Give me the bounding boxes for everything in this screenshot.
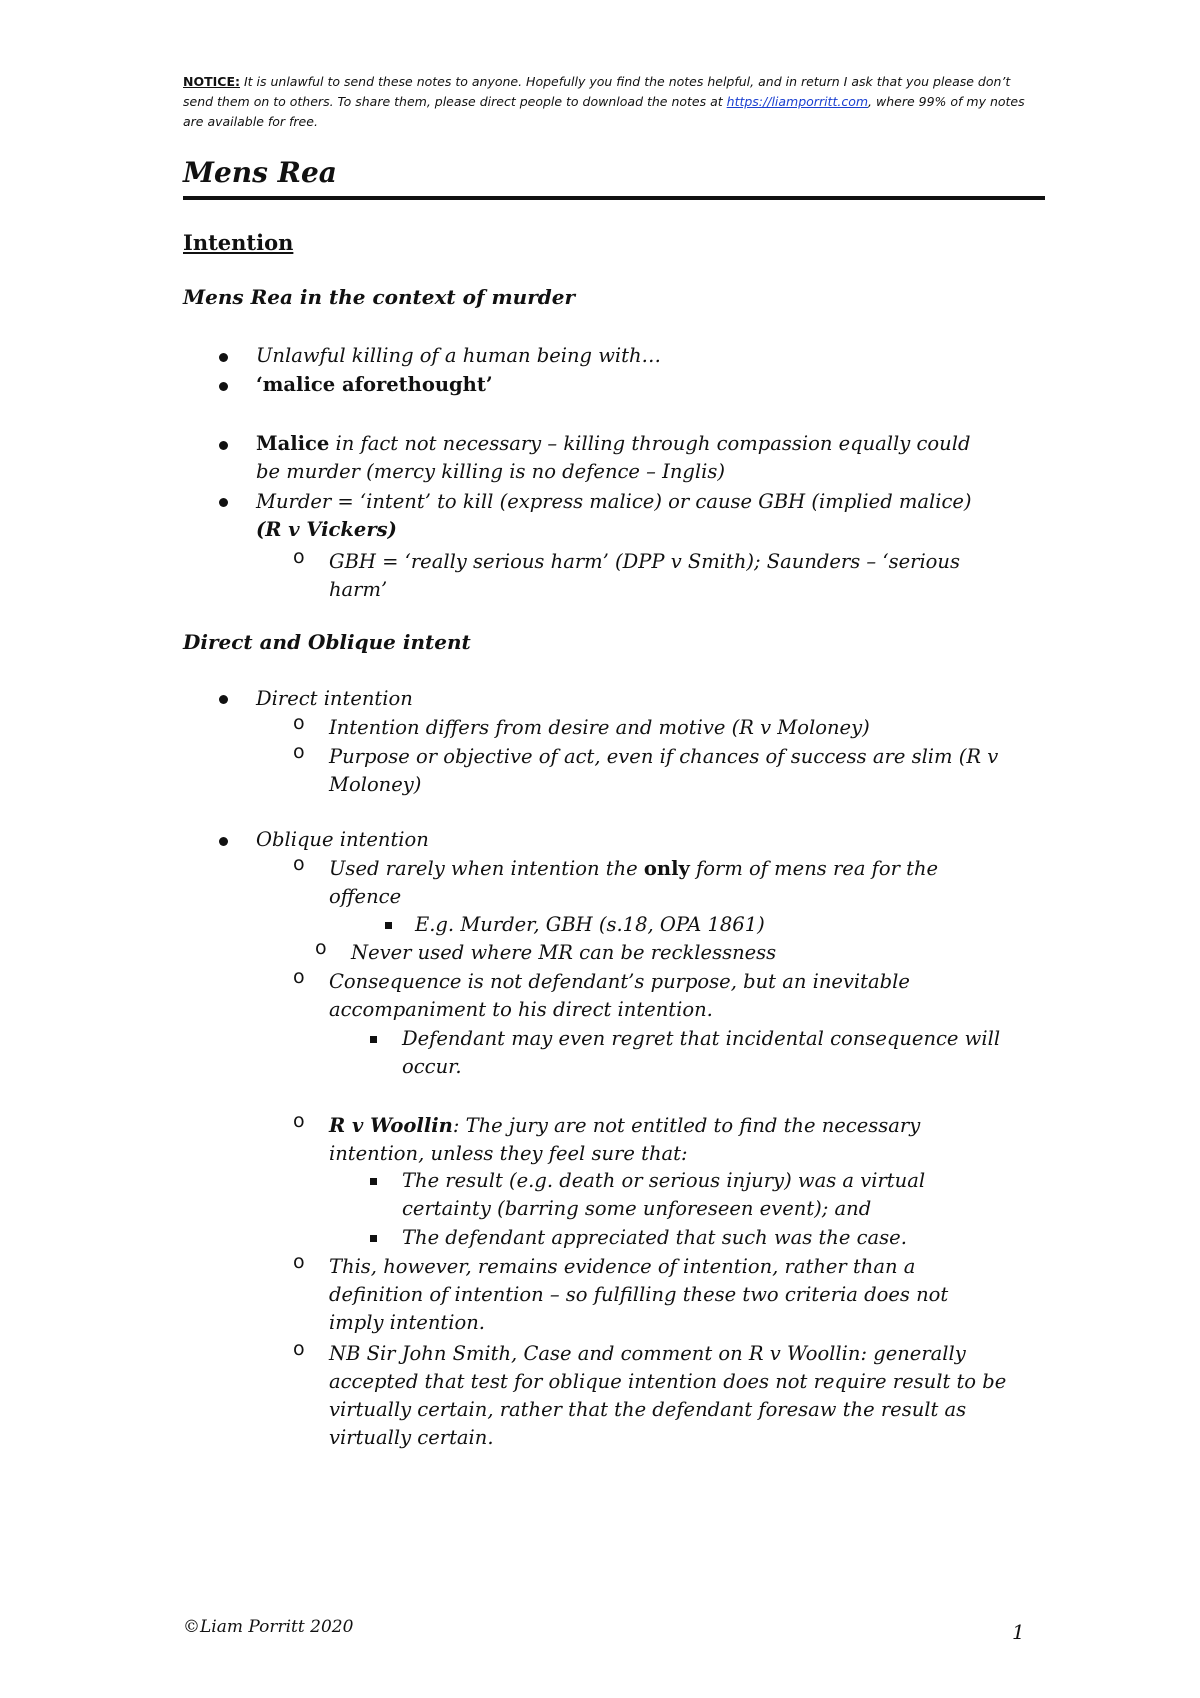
sub-list-item-continued: virtually certain, rather that the defendant foresaw the result as <box>329 1398 967 1421</box>
square-bullet-icon <box>370 1235 377 1242</box>
section-heading: Intention <box>183 230 294 255</box>
sub-list-item: GBH = ‘really serious harm’ (DPP v Smith); Saunders – ‘serious <box>329 550 960 573</box>
subheading-direct-oblique: Direct and Oblique intent <box>183 630 471 654</box>
notice-text <box>183 72 1043 132</box>
circle-bullet-icon: o <box>293 966 305 988</box>
sub-sub-list-item: Defendant may even regret that incidental consequence will <box>402 1027 1001 1050</box>
bullet-icon <box>219 837 228 846</box>
sub-sub-list-item: E.g. Murder, GBH (s.18, OPA 1861) <box>415 913 765 936</box>
sub-list-item: Never used where MR can be recklessness <box>351 941 777 964</box>
circle-bullet-icon: o <box>315 937 327 959</box>
sub-list-item: Consequence is not defendant’s purpose, but an inevitable <box>329 970 910 993</box>
circle-bullet-icon: o <box>293 1338 305 1360</box>
list-item-continued: (R v Vickers) <box>256 518 397 541</box>
sub-list-item-continued: accepted that test for oblique intention does not require result to be <box>329 1370 1007 1393</box>
sub-list-item-text: form of mens rea for the <box>689 857 939 880</box>
page-title: Mens Rea <box>183 156 337 189</box>
sub-list-item-continued: offence <box>329 885 402 908</box>
sub-list-item-continued: intention, unless they feel sure that: <box>329 1142 688 1165</box>
sub-list-item-text: Used rarely when intention the <box>329 857 644 880</box>
sub-list-item <box>329 855 938 883</box>
case-name: R v Woollin <box>329 1114 453 1137</box>
title-rule <box>183 196 1045 200</box>
sub-list-item <box>329 1112 920 1140</box>
bold-term: Malice <box>256 432 330 455</box>
bullet-icon <box>219 382 228 391</box>
list-item: Oblique intention <box>256 828 429 851</box>
square-bullet-icon <box>370 1036 377 1043</box>
circle-bullet-icon: o <box>293 546 305 568</box>
sub-list-item-continued: virtually certain. <box>329 1426 494 1449</box>
sub-list-item-continued: harm’ <box>329 578 388 601</box>
list-item: Murder = ‘intent’ to kill (express malice) or cause GBH (implied malice) <box>256 490 972 513</box>
sub-list-item-continued: Moloney) <box>329 773 422 796</box>
sub-list-item-text: : The jury are not entitled to find the necessary <box>452 1114 921 1137</box>
circle-bullet-icon: o <box>293 1251 305 1273</box>
circle-bullet-icon: o <box>293 741 305 763</box>
sub-list-item-continued: accompaniment to his direct intention. <box>329 998 713 1021</box>
sub-list-item: This, however, remains evidence of intention, rather than a <box>329 1255 916 1278</box>
list-item <box>256 430 970 458</box>
square-bullet-icon <box>370 1178 377 1185</box>
bullet-icon <box>219 498 228 507</box>
bullet-icon <box>219 695 228 704</box>
notice-body: It is unlawful to send these notes to anyone. Hopefully you find the notes helpful, and in return I ask that you please don’t send them on to others. To share them, please direct people to download the notes at <box>183 74 1011 109</box>
square-bullet-icon <box>385 922 392 929</box>
notice-link[interactable]: https://liamporritt.com <box>726 94 869 109</box>
sub-list-item: Purpose or objective of act, even if chances of success are slim (R v <box>329 745 999 768</box>
notice-label: NOTICE: <box>183 74 240 89</box>
list-item-continued: be murder (mercy killing is no defence – Inglis) <box>256 460 725 483</box>
sub-list-item: NB Sir John Smith, Case and comment on R v Woollin: generally <box>329 1342 966 1365</box>
list-item: ‘malice aforethought’ <box>256 373 493 396</box>
footer-copyright: ©Liam Porritt 2020 <box>183 1617 354 1637</box>
sub-list-item: Intention differs from desire and motive (R v Moloney) <box>329 716 870 739</box>
sub-list-item-continued: imply intention. <box>329 1311 485 1334</box>
list-item-text: in fact not necessary – killing through compassion equally could <box>329 432 971 455</box>
bold-term: only <box>643 857 690 880</box>
sub-sub-list-item-continued: occur. <box>402 1055 462 1078</box>
circle-bullet-icon: o <box>293 853 305 875</box>
sub-sub-list-item: The defendant appreciated that such was the case. <box>402 1226 907 1249</box>
sub-list-item-continued: definition of intention – so fulfilling these two criteria does not <box>329 1283 949 1306</box>
circle-bullet-icon: o <box>293 1110 305 1132</box>
list-item: Direct intention <box>256 687 413 710</box>
sub-sub-list-item: The result (e.g. death or serious injury) was a virtual <box>402 1169 926 1192</box>
subheading-murder: Mens Rea in the context of murder <box>183 285 576 309</box>
notice-body-end: , where 99% of my notes are available for free. <box>183 94 1025 129</box>
sub-sub-list-item-continued: certainty (barring some unforeseen event); and <box>402 1197 872 1220</box>
bullet-icon <box>219 441 228 450</box>
circle-bullet-icon: o <box>293 712 305 734</box>
bullet-icon <box>219 353 228 362</box>
list-item: Unlawful killing of a human being with… <box>256 344 662 367</box>
page-number: 1 <box>1012 1620 1025 1644</box>
